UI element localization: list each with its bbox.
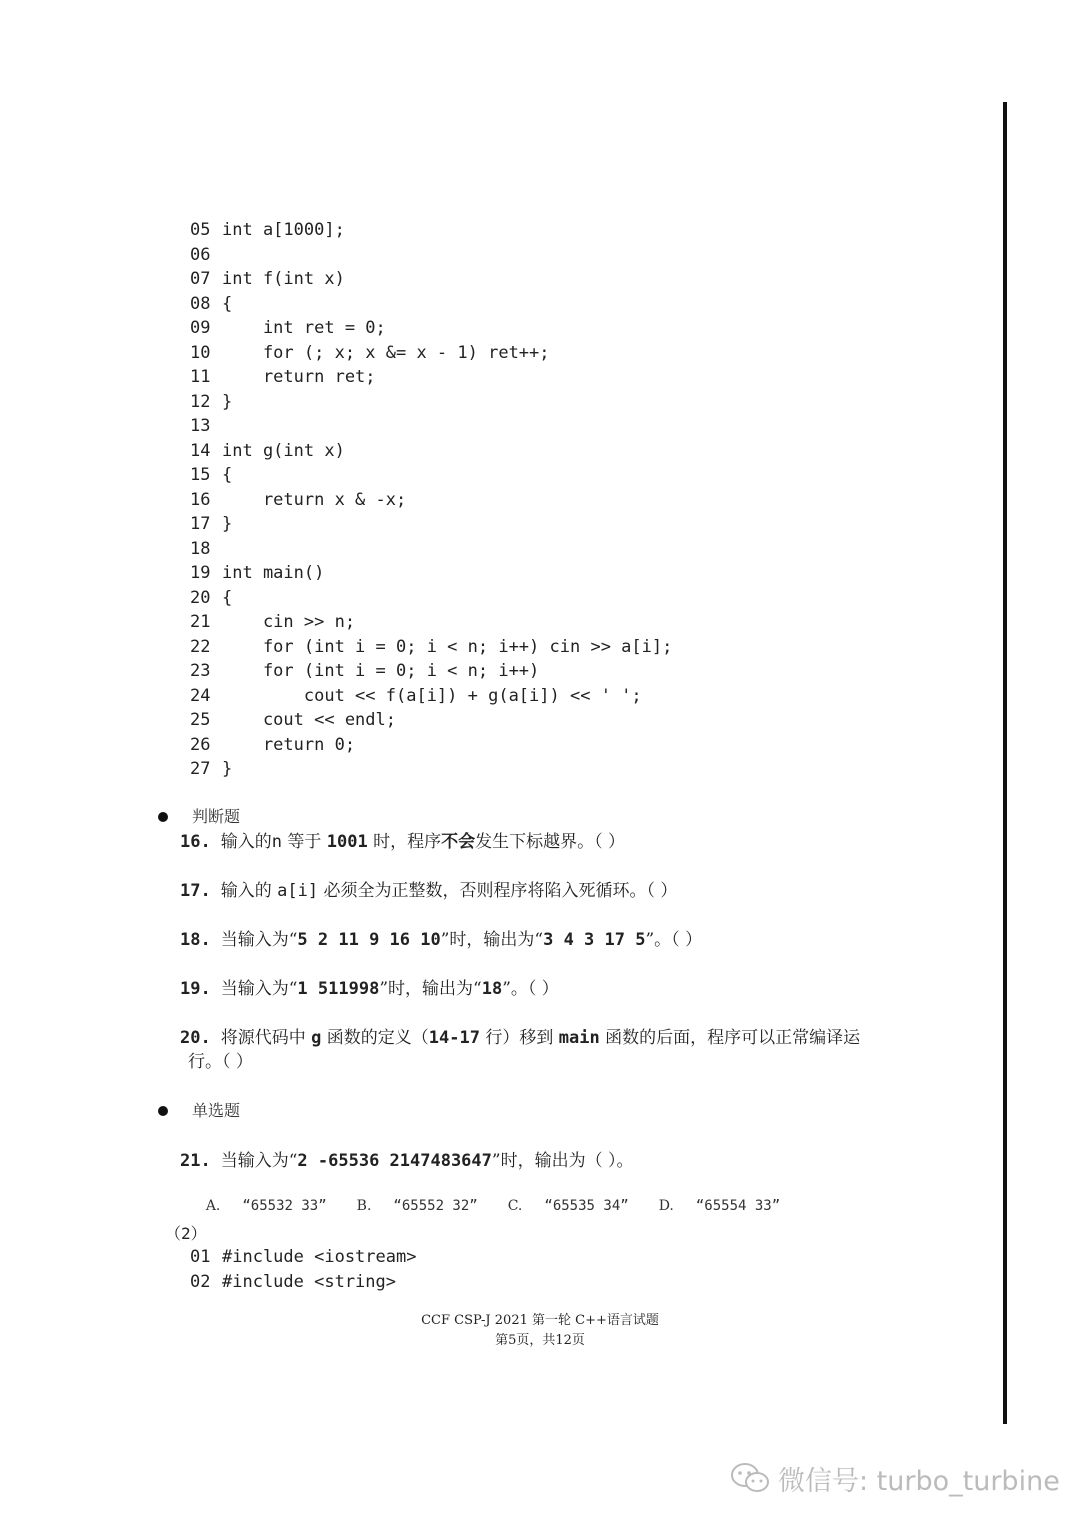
line-number: 21 [190,612,211,632]
code-line [190,316,386,340]
line-number: 26 [190,734,211,755]
code-text: #include <string> [222,1271,396,1292]
question-number: 17. [180,881,211,901]
code-line [190,1270,396,1294]
line-number: 13 [190,416,211,436]
code-text: int ret = 0; [222,318,386,338]
code-text: { [222,587,233,608]
line-number: 24 [190,685,211,706]
code-line [190,659,539,683]
code-line [190,390,232,414]
question-number: 20. [180,1028,211,1048]
question-20: 20. 将源代码中 g 函数的定义（14-17 行）移到 main 函数的后面，程序可以正常编译运 [180,1028,861,1048]
code-text: int main() [222,563,325,583]
code-line [190,243,222,267]
line-number: 18 [190,538,211,559]
footer-page-number: 第5页，共12页 [495,1333,585,1348]
line-number: 27 [190,759,211,779]
line-number: 10 [190,342,211,363]
question-number: 18. [180,930,211,950]
question-21-options [188,1173,810,1239]
question-number: 16. [180,832,211,852]
line-number: 23 [190,661,211,681]
code-line [190,561,324,585]
code-text: int a[1000]; [222,220,345,240]
code-text: for (int i = 0; i < n; i++) cin >> a[i]; [222,636,673,657]
code-line [190,463,232,487]
code-text: int g(int x) [222,440,345,461]
option-c: C. “65535 34” [507,1198,629,1214]
line-number: 15 [190,465,211,485]
code-line [190,439,345,463]
line-number: 12 [190,391,211,412]
footer-title: CCF CSP-J 2021 第一轮 C++语言试题 [421,1313,659,1328]
code-line [190,341,550,365]
code-line [190,1245,416,1269]
code-text: cout << f(a[i]) + g(a[i]) << ' '; [222,685,642,706]
code-text: } [222,514,233,534]
code-text: cin >> n; [222,612,356,632]
code-line [190,218,345,242]
question-number: 19. [180,979,211,999]
code-line [190,537,222,561]
code-line [190,488,406,512]
code-line [190,267,345,291]
part-2-label: （2） [165,1224,207,1243]
code-line [190,292,232,316]
code-text: cout << endl; [222,710,396,730]
code-line [190,586,232,610]
line-number: 01 [190,1247,211,1267]
watermark [730,1458,1060,1498]
bullet-icon [158,1106,168,1116]
code-text: int f(int x) [222,269,345,289]
option-b: B. “65552 32” [356,1198,478,1214]
page-edge-rule [1003,102,1007,1424]
question-17: 17. 输入的 a[i] 必须全为正整数，否则程序将陷入死循环。（ ） [180,881,678,901]
option-a: A. “65532 33” [205,1198,327,1214]
question-21: 21. 当输入为“2 -65536 2147483647”时，输出为（ ）。 [180,1151,634,1171]
code-text: #include <iostream> [222,1247,417,1267]
wechat-icon [730,1461,770,1495]
code-line [190,414,222,438]
code-text: { [222,465,233,485]
line-number: 02 [190,1271,211,1292]
code-line [190,365,376,389]
code-text: { [222,293,233,314]
code-text: return 0; [222,734,356,755]
line-number: 25 [190,710,211,730]
bullet-icon [158,812,168,822]
question-18: 18. 当输入为“5 2 11 9 16 10”时，输出为“3 4 3 17 5”。（ ） [180,930,703,950]
code-text: for (int i = 0; i < n; i++) [222,661,540,681]
code-line [190,733,355,757]
question-20-continued: 行。（ ） [188,1052,253,1072]
code-line [190,684,642,708]
line-number: 08 [190,293,211,314]
line-number: 11 [190,367,211,387]
line-number: 06 [190,244,211,265]
line-number: 17 [190,514,211,534]
watermark-text: 微信号: turbo_turbine [778,1465,1060,1497]
code-line [190,757,232,781]
line-number: 16 [190,489,211,510]
code-line [190,635,672,659]
code-text: } [222,759,233,779]
line-number: 14 [190,440,211,461]
question-16: 16. 输入的n 等于 1001 时，程序不会发生下标越界。（ ） [180,832,626,852]
line-number: 19 [190,563,211,583]
code-text: } [222,391,233,412]
section-title-judge: 判断题 [192,807,241,826]
code-line [190,708,396,732]
line-number: 05 [190,220,211,240]
section-title-single: 单选题 [192,1101,241,1120]
line-number: 09 [190,318,211,338]
code-line [190,610,355,634]
code-text: for (; x; x &= x - 1) ret++; [222,342,550,363]
question-number: 21. [180,1151,211,1171]
code-line [190,512,232,536]
code-text: return x & -x; [222,489,407,510]
line-number: 22 [190,636,211,657]
line-number: 07 [190,269,211,289]
option-d: D. “65554 33” [658,1198,781,1214]
question-19: 19. 当输入为“1 511998”时，输出为“18”。（ ） [180,979,559,999]
code-text: return ret; [222,367,376,387]
line-number: 20 [190,587,211,608]
